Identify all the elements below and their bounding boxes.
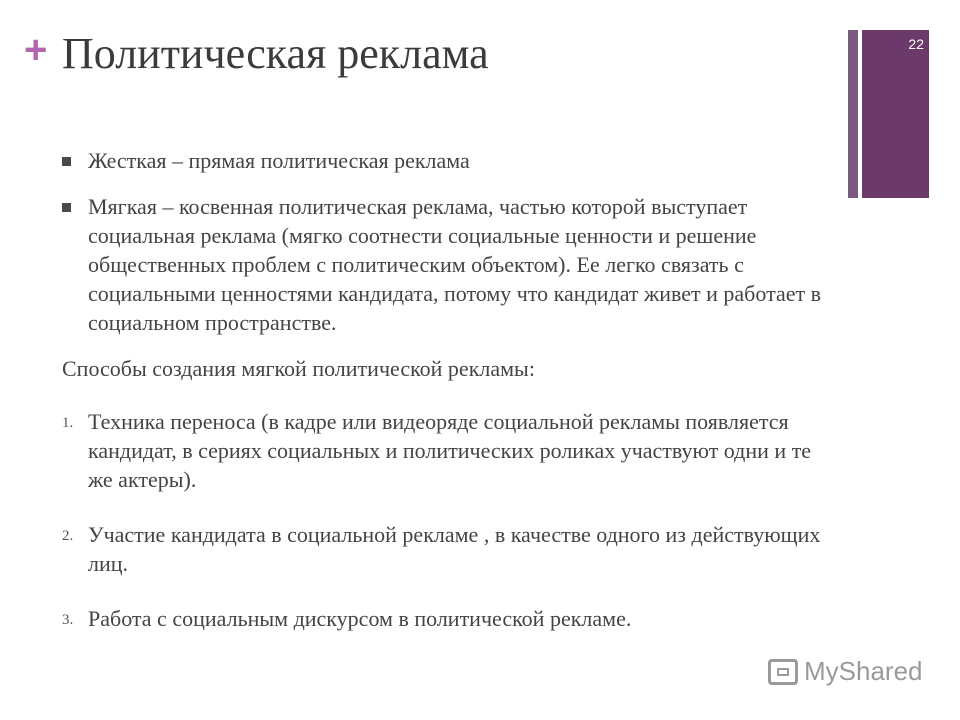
- bullet-text: Мягкая – косвенная политическая реклама, частью которой выступает социальная реклама (мягко соотнести социальные ценности и решение общественных проблем с политическим объектом). Ее легко связать с социальными ценностями кандидата, потому что кандидат живет и работает в социальном пространстве.: [88, 194, 821, 335]
- projector-icon: [768, 659, 798, 685]
- numbered-item: [62, 604, 832, 633]
- watermark: [768, 656, 923, 687]
- bullet-text: Жесткая – прямая политическая реклама: [88, 148, 470, 173]
- accent-bar-thick: [862, 30, 929, 198]
- item-number: 2.: [62, 528, 74, 544]
- item-number: 1.: [62, 415, 74, 431]
- square-bullet-icon: [62, 157, 71, 166]
- numbered-item: [62, 520, 832, 578]
- page-title: Политическая реклама: [62, 29, 489, 78]
- methods-heading: Способы создания мягкой политической рекламы:: [62, 356, 535, 381]
- item-text: Участие кандидата в социальной рекламе , в качестве одного из действующих лиц.: [88, 522, 821, 576]
- slide-content: [62, 146, 832, 659]
- bullet-item: [62, 146, 832, 175]
- numbered-item: [62, 407, 832, 494]
- slide-number: 22: [908, 36, 924, 52]
- watermark-text: MyShared: [804, 656, 923, 686]
- square-bullet-icon: [62, 203, 71, 212]
- accent-bar-thin: [848, 30, 858, 198]
- item-text: Техника переноса (в кадре или видеоряде социальной рекламы появляется кандидат, в сериях социальных и политических роликах участвуют одни и те же актеры).: [88, 409, 812, 492]
- item-text: Работа с социальным дискурсом в политической рекламе.: [88, 606, 632, 631]
- plus-icon: +: [24, 28, 48, 72]
- bullet-item: [62, 192, 832, 337]
- item-number: 3.: [62, 612, 74, 628]
